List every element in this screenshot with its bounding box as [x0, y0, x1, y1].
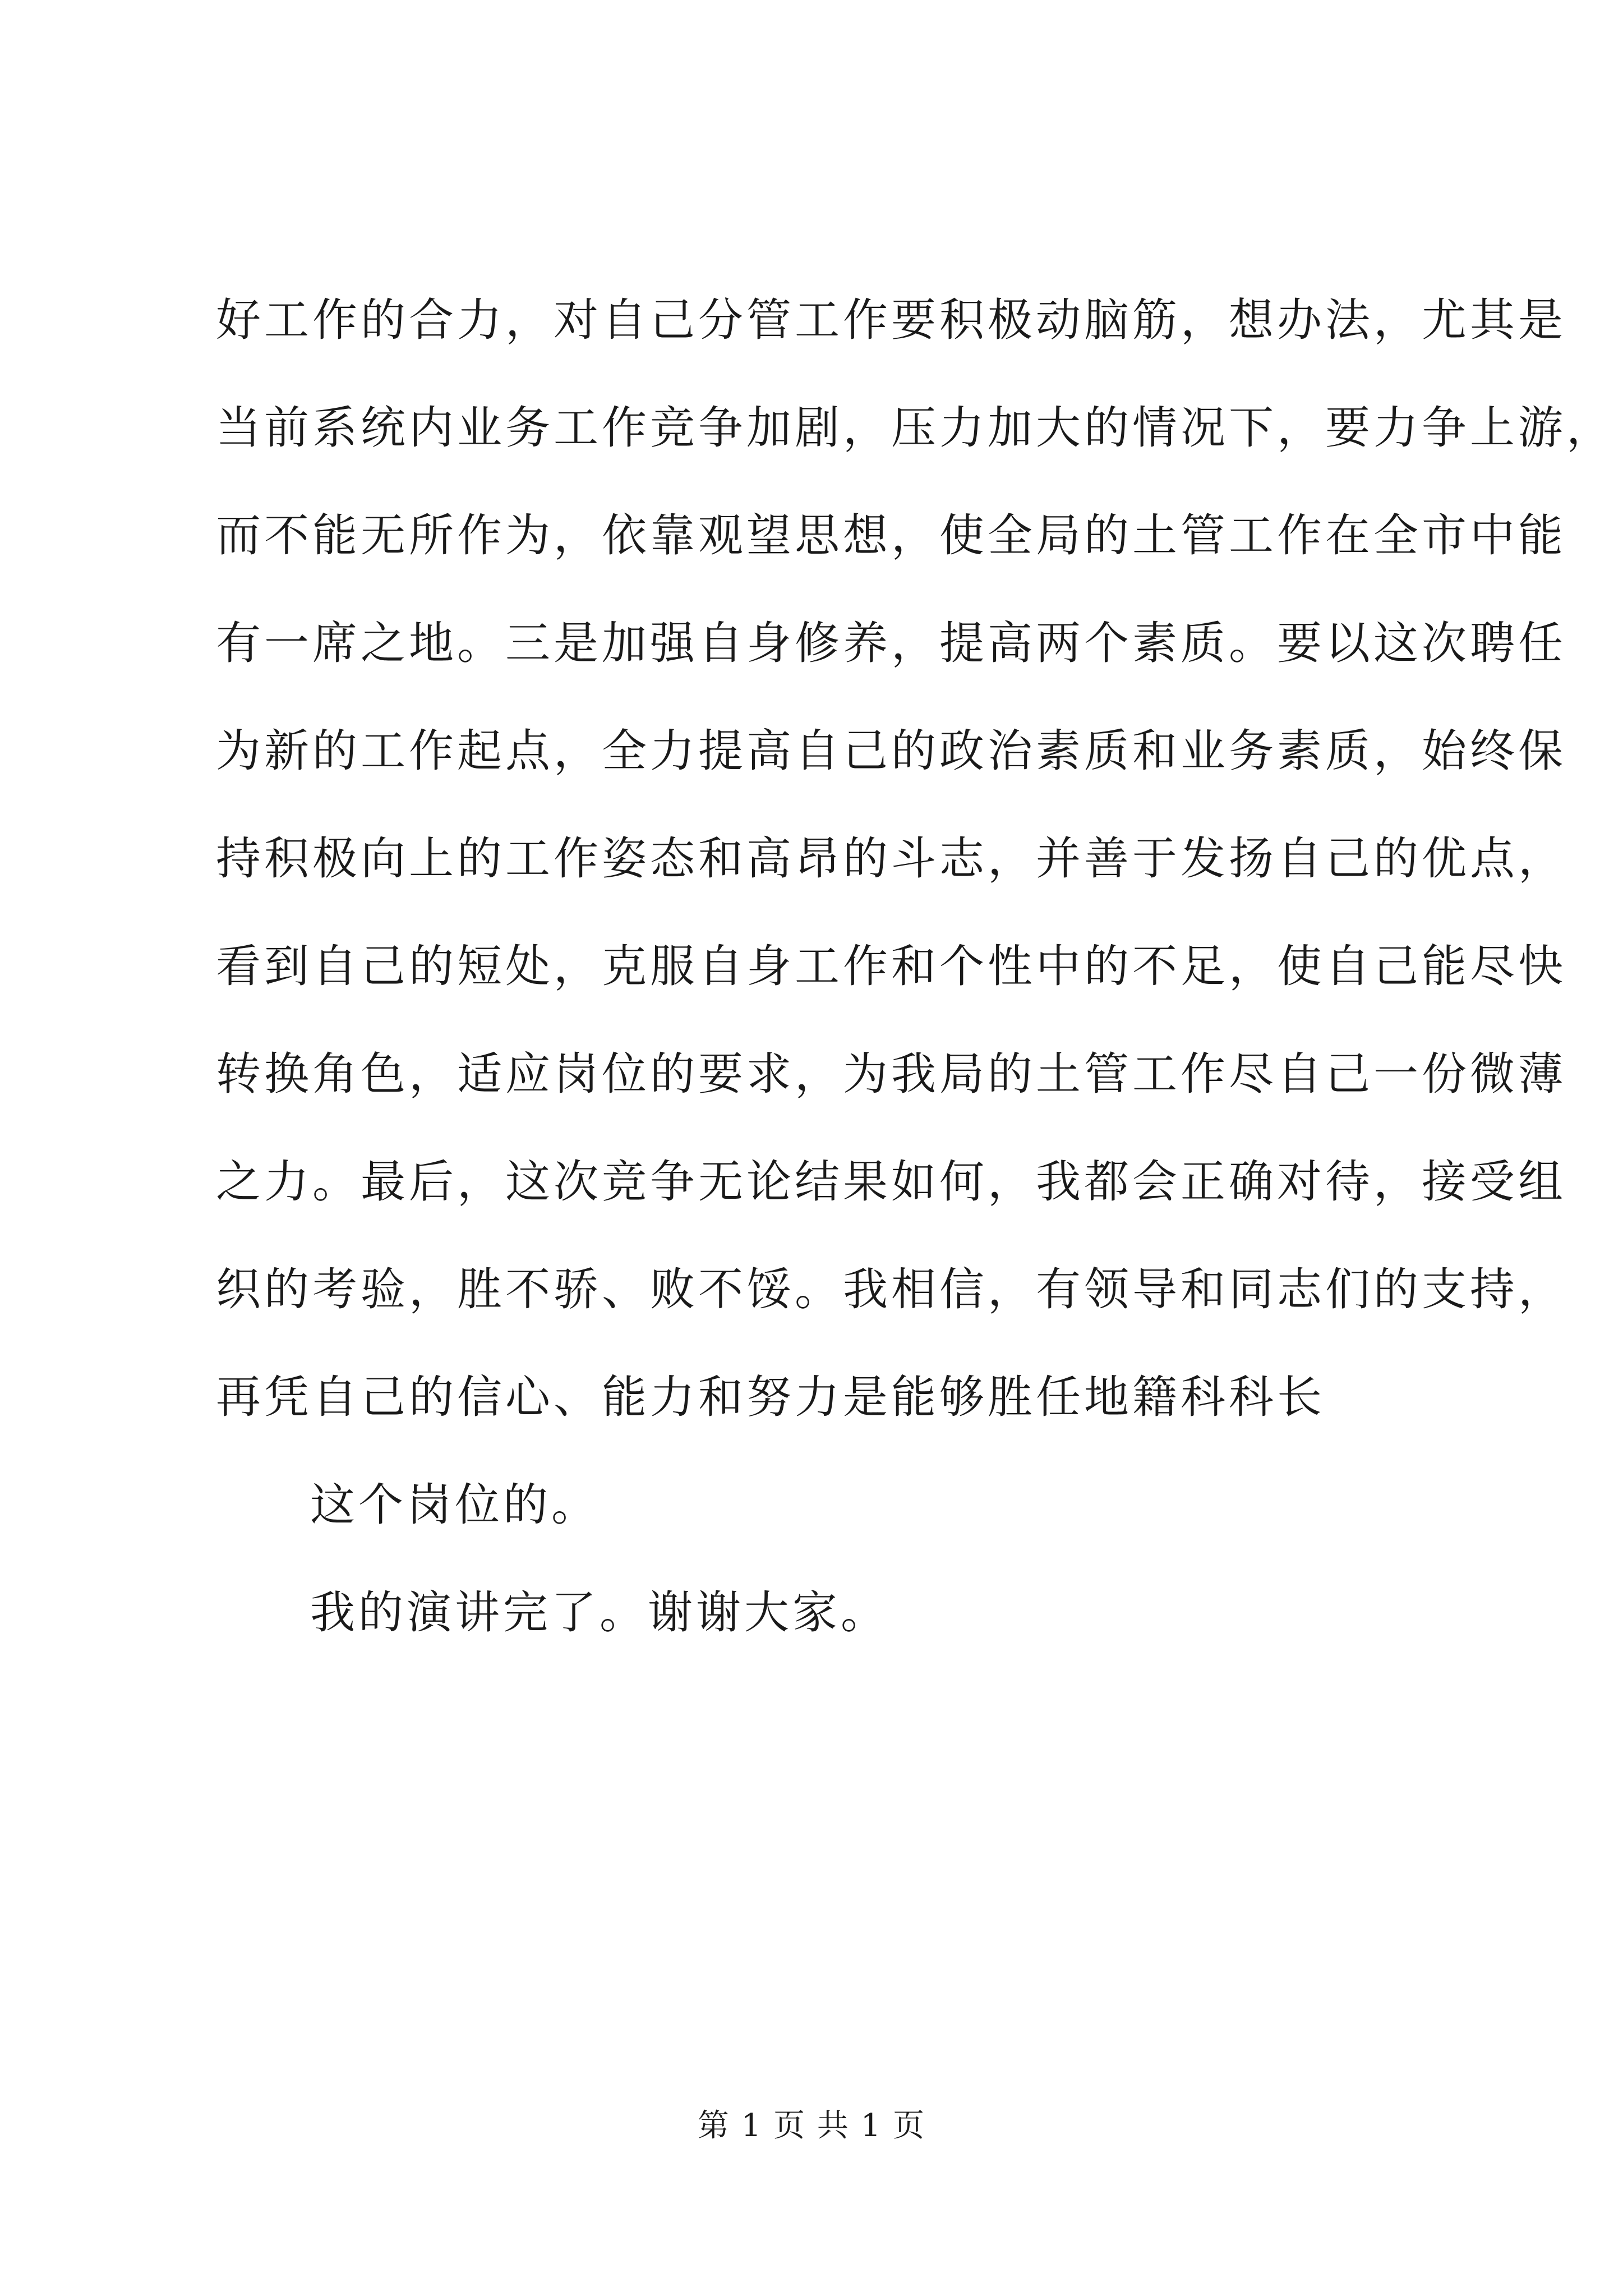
text-line-11: 再凭自己的信心、能力和努力是能够胜任地籍科科长	[216, 1371, 1325, 1423]
text-line-7: 看到自己的短处，克服自身工作和个性中的不足，使自己能尽快	[216, 940, 1566, 992]
text-line-8: 转换角色，适应岗位的要求，为我局的土管工作尽自己一份微薄	[216, 1048, 1566, 1100]
text-line-10: 织的考验，胜不骄、败不馁。我相信，有领导和同志们的支持，	[216, 1263, 1566, 1315]
paragraph-line-closing: 我的演讲完了。谢谢大家。	[310, 1586, 889, 1639]
text-line-6: 持积极向上的工作姿态和高昂的斗志，并善于发扬自己的优点，	[216, 832, 1566, 885]
text-line-4: 有一席之地。三是加强自身修养，提高两个素质。要以这次聘任	[216, 617, 1566, 669]
text-line-5: 为新的工作起点，全力提高自己的政治素质和业务素质，始终保	[216, 725, 1566, 777]
text-line-9: 之力。最后，这次竞争无论结果如何，我都会正确对待，接受组	[216, 1156, 1566, 1208]
body-text	[216, 266, 1615, 1667]
page-number-footer: 第 1 页 共 1 页	[697, 2108, 926, 2144]
text-line-1: 好工作的合力，对自己分管工作要积极动脑筋，想办法，尤其是	[216, 294, 1566, 346]
text-line-3: 而不能无所作为，依靠观望思想，使全局的土管工作在全市中能	[216, 509, 1566, 562]
text-line-2: 当前系统内业务工作竞争加剧，压力加大的情况下，要力争上游，	[216, 402, 1615, 454]
paragraph-line-position: 这个岗位的。	[310, 1479, 600, 1531]
